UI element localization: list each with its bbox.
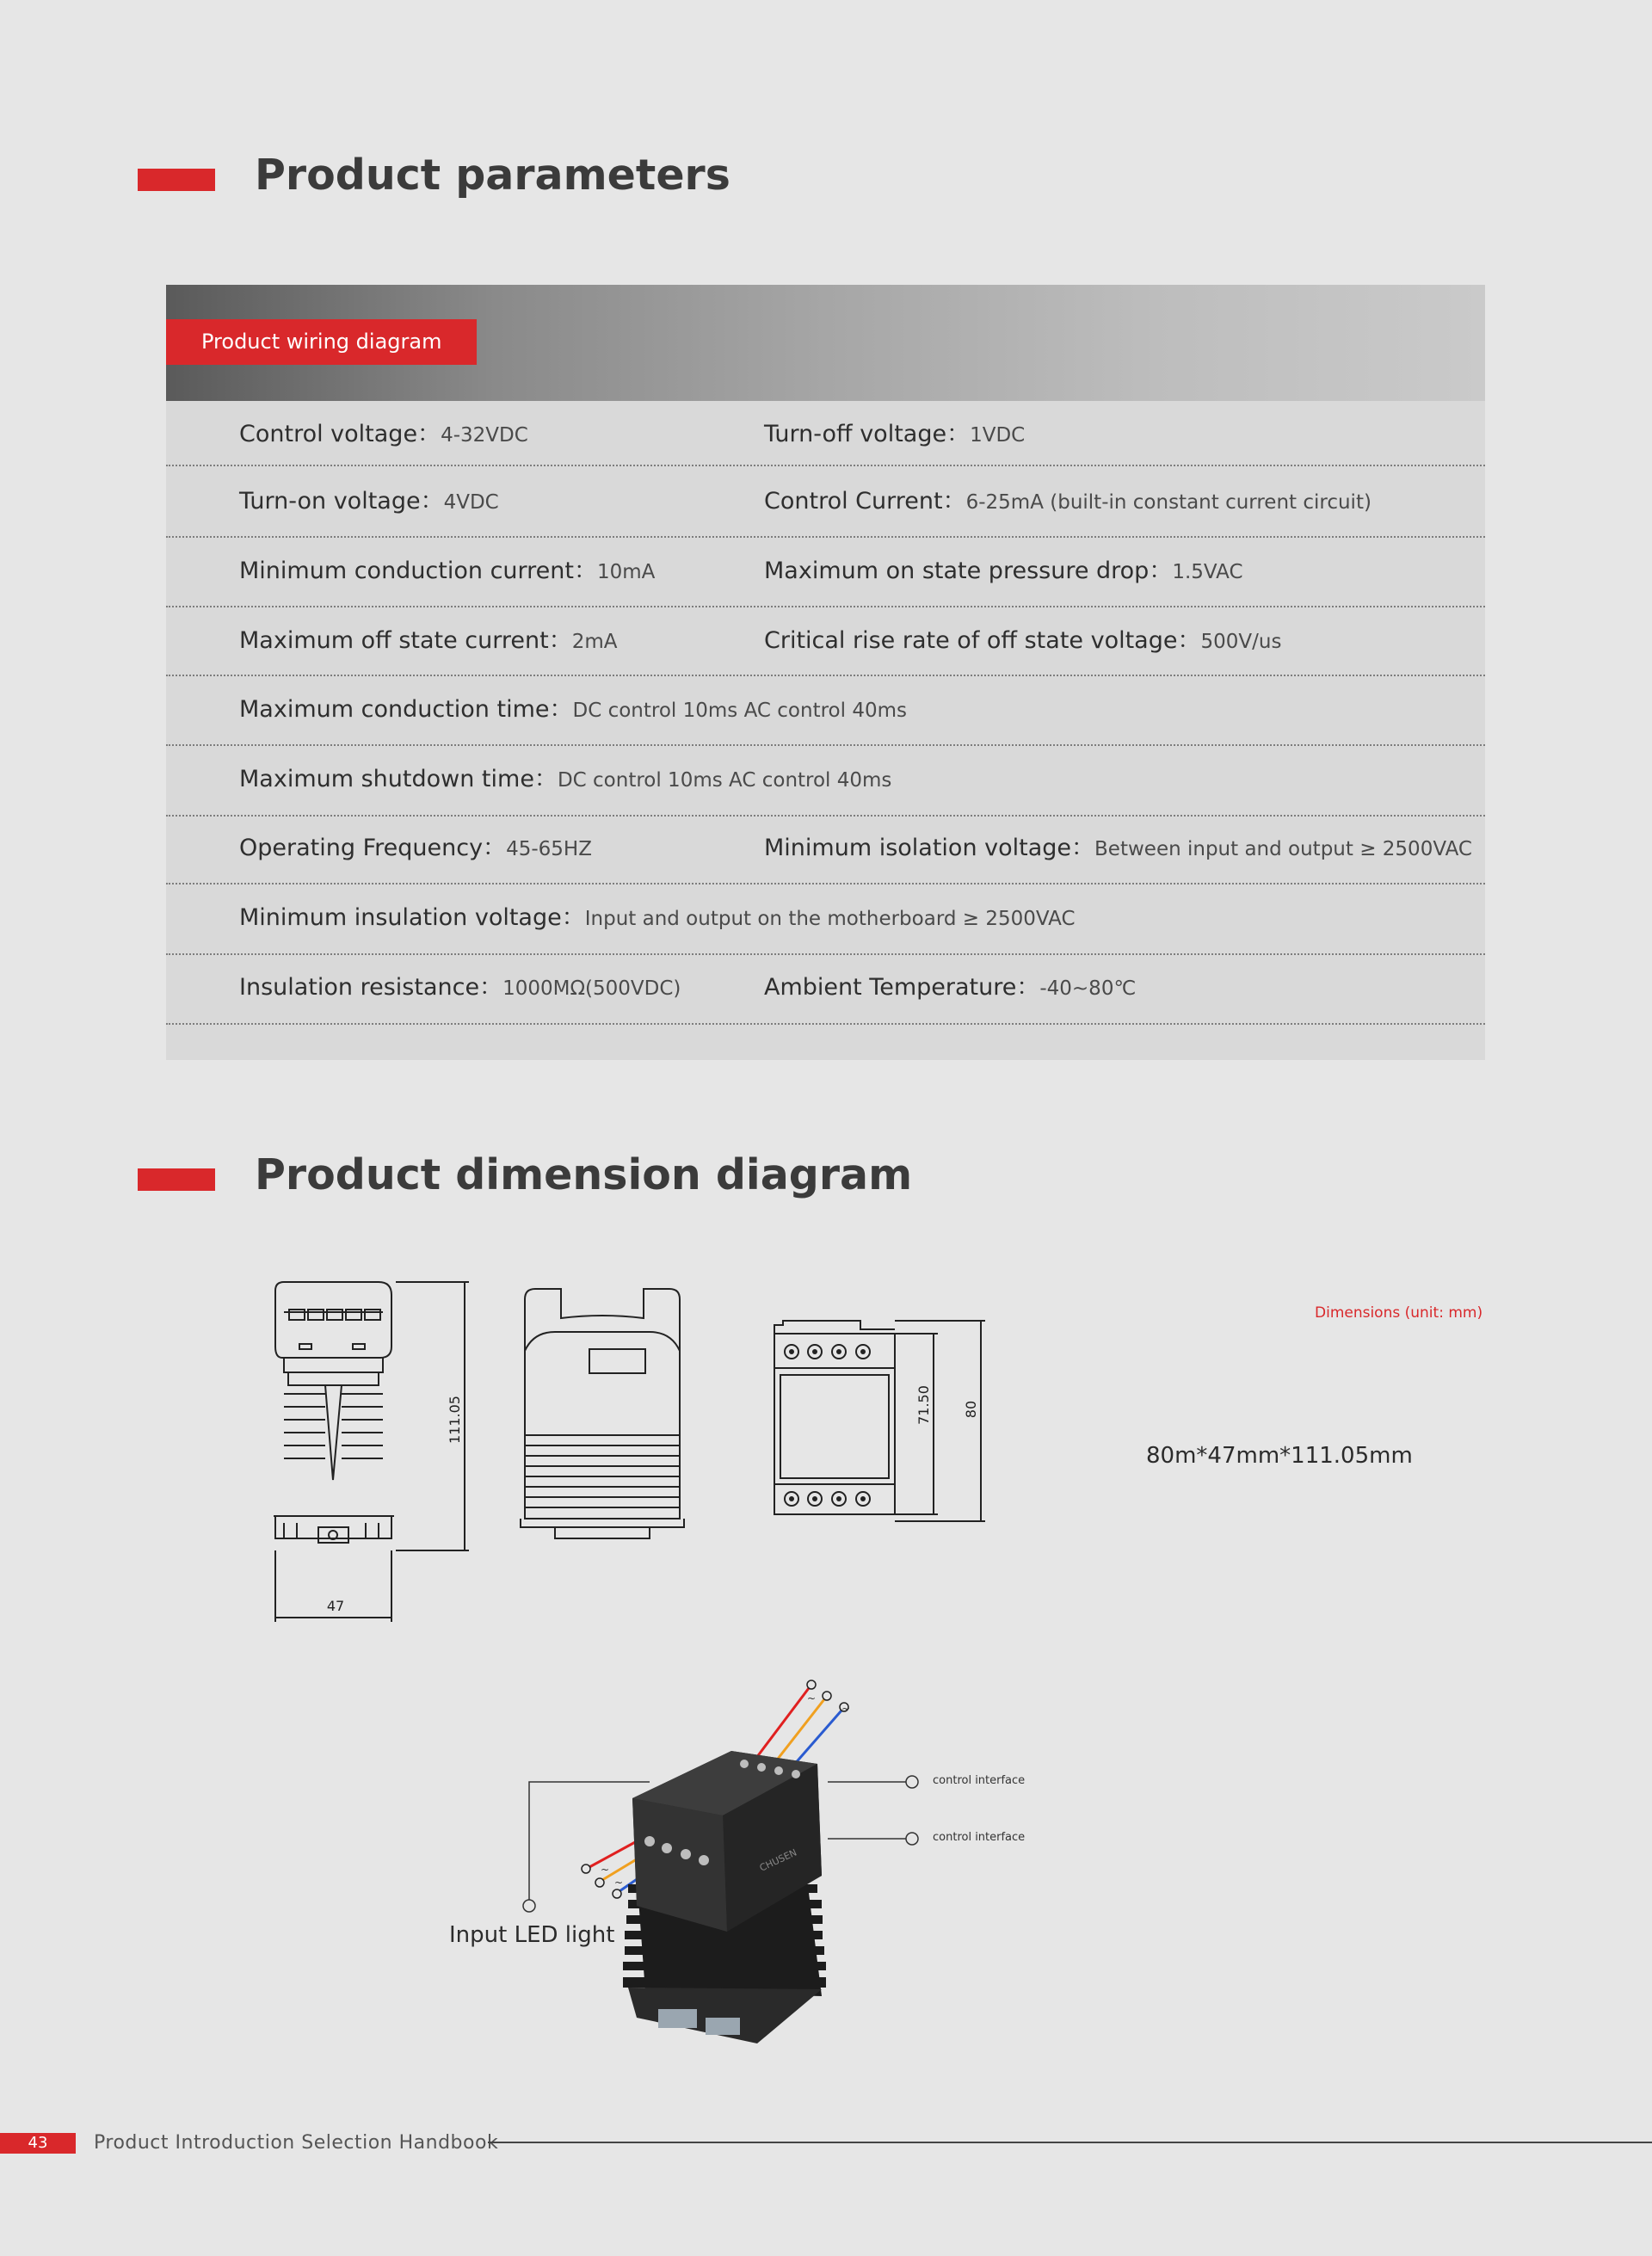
section-marker [138,169,215,191]
brand-logo: CHUSEN [757,1846,799,1874]
row-divider [166,675,1485,676]
handbook-title: Product Introduction Selection Handbook [94,2132,499,2154]
parameter-name: Critical rise rate of off state voltage： [764,627,1201,654]
parameter-value: 10mA [596,561,656,583]
parameter-cell [239,829,592,862]
parameter-cell [764,482,1372,515]
parameter-name: Control voltage： [239,421,441,447]
row-divider [166,465,1485,466]
section-title-dimension: Product dimension diagram [255,1150,913,1199]
footer-rule [488,2142,1652,2143]
parameter-cell [239,621,617,655]
row-divider [166,953,1485,955]
parameter-value: 4-32VDC [441,424,528,447]
parameter-name: Maximum shutdown time： [239,766,558,792]
control-interface-label-1: control interface [933,1774,1026,1787]
wiring-illustration [430,1669,1050,2065]
parameter-name: Maximum conduction time： [239,696,573,723]
parameter-value: Between input and output ≥ 2500VAC [1094,838,1472,860]
wiring-diagram-pill: Product wiring diagram [166,319,477,365]
dimension-inner-label: 71.50 [915,1385,932,1425]
row-divider [166,1023,1485,1025]
dimension-height-label: 111.05 [447,1396,463,1444]
parameter-cell [764,829,1472,862]
parameter-value: 1VDC [970,424,1026,447]
input-led-label: Input LED light [449,1922,615,1948]
row-divider [166,815,1485,817]
dimensions-unit-label: Dimensions (unit: mm) [1315,1304,1483,1322]
parameter-cell [239,760,891,793]
parameter-value: DC control 10ms AC control 40ms [557,769,892,792]
row-divider [166,606,1485,607]
parameter-cell [239,898,1076,932]
dimension-drawings [258,1265,1032,1635]
parameter-name: Turn-off voltage： [764,421,971,447]
parameter-cell [239,415,528,448]
parameter-value: -40~80℃ [1039,977,1137,1000]
parameter-cell [239,690,907,724]
parameter-name: Turn-on voltage： [239,488,444,515]
page-number: 43 [0,2133,76,2154]
parameter-cell [239,552,655,585]
parameter-name: Minimum insulation voltage： [239,904,585,931]
section-marker [138,1168,215,1191]
parameter-name: Maximum off state current： [239,627,572,654]
parameters-table [166,285,1485,1060]
parameter-value: DC control 10ms AC control 40ms [572,700,907,722]
row-divider [166,744,1485,746]
wire-tilde: ~ [807,1692,817,1704]
table-header [166,285,1485,401]
parameter-value: 4VDC [443,491,499,514]
wire-tilde: ~ [841,1703,851,1715]
parameter-cell [764,415,1025,448]
wire-tilde: ~ [614,1877,624,1889]
control-interface-label-2: control interface [933,1831,1026,1844]
row-divider [166,536,1485,538]
parameter-value: 500V/us [1200,631,1282,653]
parameter-value: 1.5VAC [1172,561,1243,583]
parameter-name: Minimum isolation voltage： [764,835,1095,861]
parameter-value: 2mA [571,631,618,653]
parameter-value: Input and output on the motherboard ≥ 2500VAC [584,908,1076,930]
parameter-cell [764,621,1281,655]
parameter-name: Insulation resistance： [239,974,503,1001]
parameter-name: Minimum conduction current： [239,558,597,584]
parameter-value: 45-65HZ [506,838,592,860]
parameter-name: Ambient Temperature： [764,974,1040,1001]
dimension-depth-label: 80 [963,1400,979,1419]
parameter-name: Control Current： [764,488,966,515]
wire-tilde: ~ [601,1864,610,1876]
parameter-name: Operating Frequency： [239,835,507,861]
dimension-width-label: 47 [326,1598,345,1614]
row-divider [166,883,1485,885]
parameter-cell [764,552,1243,585]
dimensions-size-text: 80m*47mm*111.05mm [1146,1443,1413,1469]
top-view-drawing [774,1321,985,1521]
parameter-name: Maximum on state pressure drop： [764,558,1173,584]
parameter-value: 6-25mA (built-in constant current circuit) [965,491,1372,514]
section-title-parameters: Product parameters [255,151,730,200]
parameter-cell [239,482,499,515]
parameter-cell [239,968,681,1002]
parameter-cell [764,968,1136,1002]
parameter-value: 1000MΩ(500VDC) [502,977,681,1000]
front-view-drawing [521,1289,684,1538]
side-view-drawing [274,1282,394,1543]
